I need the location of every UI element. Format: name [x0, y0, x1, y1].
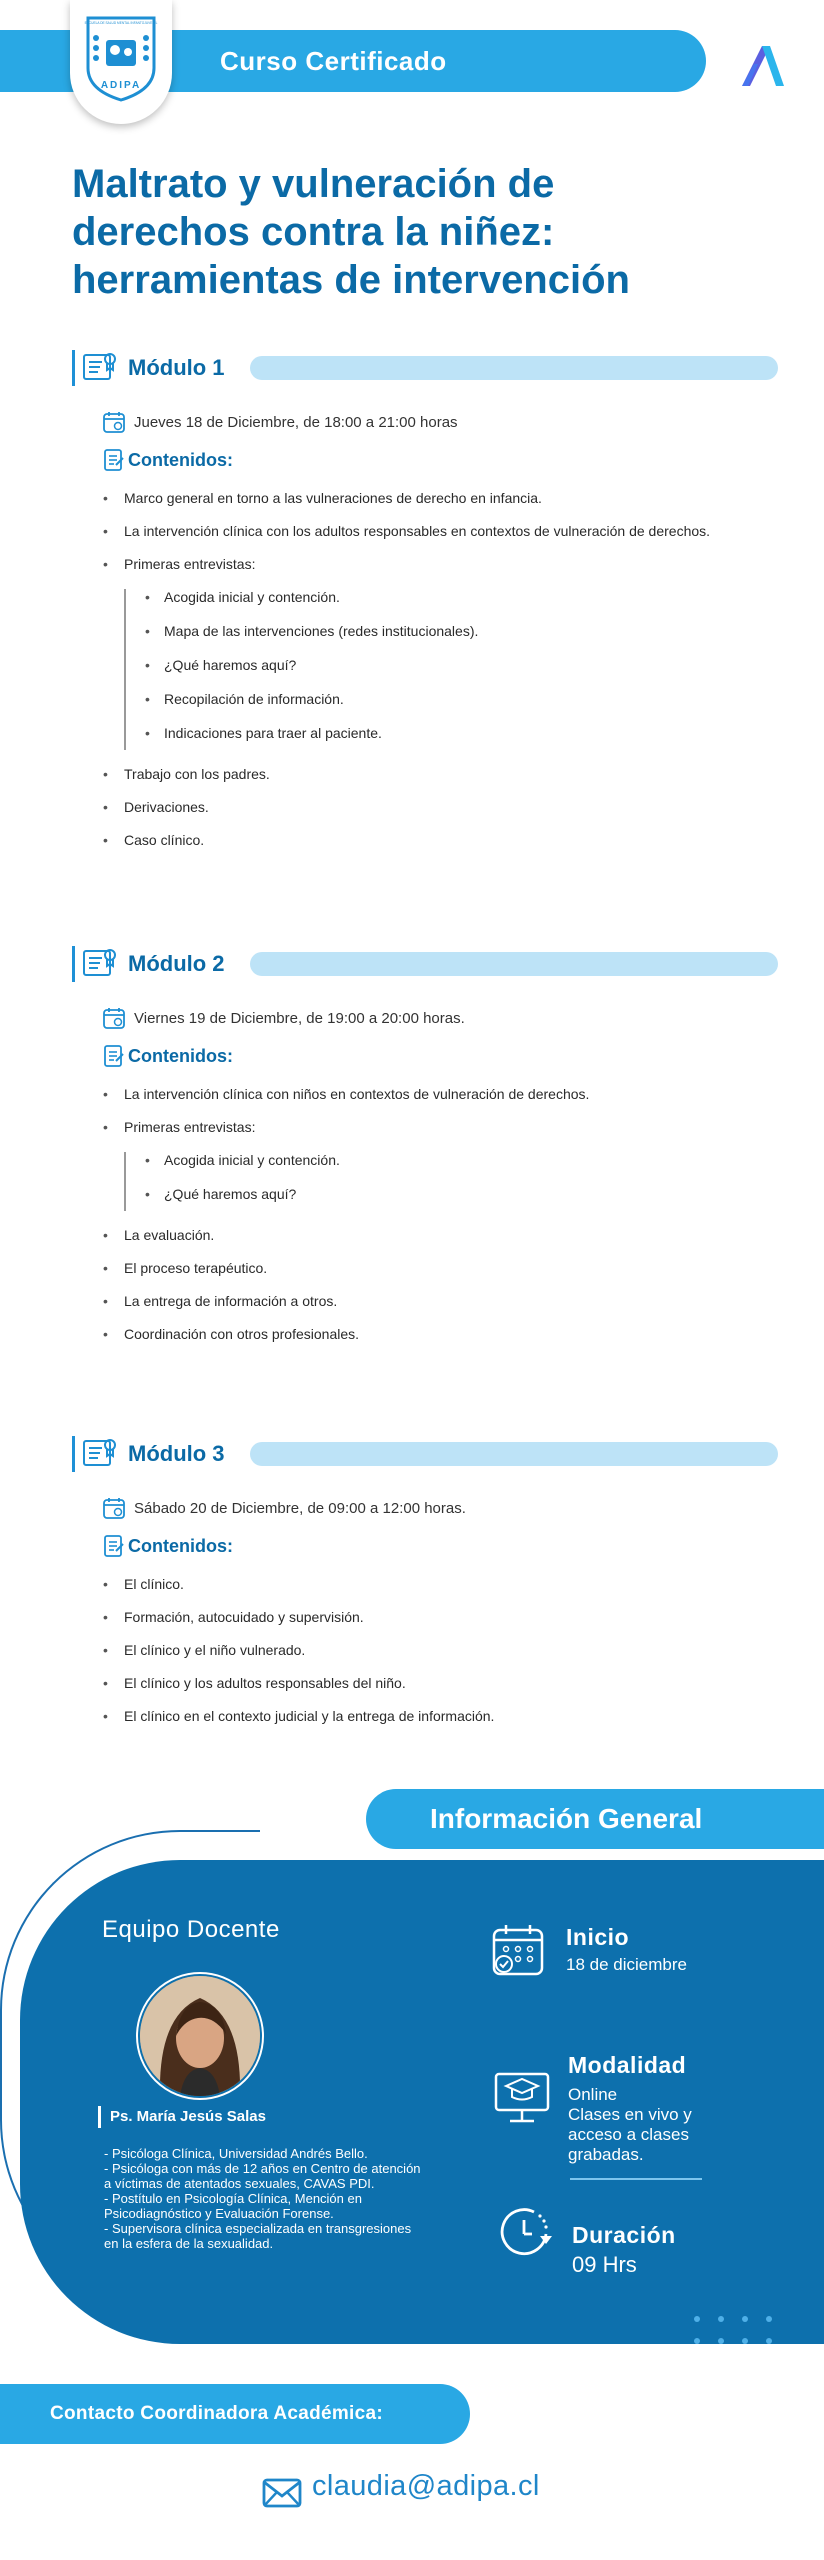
decorative-dots: [690, 2312, 780, 2352]
contact-email[interactable]: claudia@adipa.cl: [312, 2470, 540, 2502]
contents-heading: [102, 1532, 772, 1560]
sub-list-item: • Mapa de las intervenciones (redes institucionales).: [130, 623, 772, 640]
contents-list: [72, 490, 772, 573]
list-item: • Primeras entrevistas:: [72, 556, 762, 573]
contents-list: [72, 1086, 772, 1136]
mode-value-detail: Clases en vivo y acceso a clases grabadas.: [568, 2105, 692, 2164]
contact-label: Contacto Coordinadora Académica:: [50, 2403, 383, 2424]
logo-top-text: ESCUELA DE SALUD MENTAL INFANTOJUVENIL: [84, 21, 158, 25]
module-accent: [72, 946, 75, 982]
team-title: Equipo Docente: [102, 1916, 280, 1943]
sub-list-item: • ¿Qué haremos aquí?: [130, 657, 772, 674]
list-item: • El clínico y el niño vulnerado.: [72, 1642, 762, 1659]
contents-list: [72, 1576, 772, 1725]
teacher-name: Ps. María Jesús Salas: [110, 2108, 266, 2125]
list-item: • El clínico.: [72, 1576, 762, 1593]
module-date: [102, 1006, 772, 1032]
calendar-icon: [102, 1006, 126, 1030]
contents-label: Contenidos:: [128, 450, 233, 470]
sub-list: [124, 589, 772, 750]
document-icon: [102, 1534, 126, 1558]
certificate-icon: [82, 946, 118, 982]
list-item: • La entrega de información a otros.: [72, 1293, 762, 1310]
certificate-icon: [82, 1436, 118, 1472]
duration-info: [572, 2222, 676, 2279]
module-accent: [72, 350, 75, 386]
start-info: [566, 1924, 687, 1975]
sub-list-item: • Acogida inicial y contención.: [130, 1152, 772, 1169]
duration-value: 09 Hrs: [572, 2252, 637, 2277]
brand-mark-icon: [736, 38, 788, 94]
list-item: • Derivaciones.: [72, 799, 762, 816]
sub-list-item: • Indicaciones para traer al paciente.: [130, 725, 772, 750]
teacher-name-accent: [98, 2106, 101, 2128]
list-item: • El proceso terapéutico.: [72, 1260, 762, 1277]
module-date: [102, 410, 772, 436]
mail-icon: [262, 2478, 302, 2508]
contents-heading: [102, 446, 772, 474]
start-label: Inicio: [566, 1924, 630, 1950]
module-title: Módulo 3: [128, 1441, 225, 1466]
module-date: [102, 1496, 772, 1522]
logo-bottom-text: ADIPA: [100, 80, 142, 91]
avatar: [140, 1976, 260, 2096]
cv-line: - Supervisora clínica especializada en transgresiones en la esfera de la sexualidad.: [104, 2221, 412, 2251]
list-item: • Trabajo con los padres.: [72, 766, 762, 783]
document-icon: [102, 1044, 126, 1068]
course-title: Maltrato y vulneración de derechos contra la niñez: herramientas de intervención: [72, 162, 630, 302]
module-header: [72, 1434, 772, 1474]
header-title: Curso Certificado: [220, 46, 447, 76]
divider: [570, 2178, 702, 2180]
calendar-icon: [102, 410, 126, 434]
sub-list-item: • ¿Qué haremos aquí?: [130, 1186, 772, 1211]
mode-label: Modalidad: [568, 2052, 687, 2078]
sub-list: [124, 1152, 772, 1211]
module-title-bar: [250, 1442, 778, 1466]
list-item: • La intervención clínica con los adultos responsables en contextos de vulneración de derechos.: [72, 523, 732, 540]
cv-line: - Postítulo en Psicología Clínica, Mención en Psicodiagnóstico y Evaluación Forense.: [104, 2191, 362, 2221]
contents-heading: [102, 1042, 772, 1070]
clock-icon: [494, 2200, 556, 2262]
module-title-bar: [250, 356, 778, 380]
mode-value-online: Online: [568, 2085, 618, 2104]
list-item: • La evaluación.: [72, 1227, 762, 1244]
list-item: • Formación, autocuidado y supervisión.: [72, 1609, 762, 1626]
list-item: • Marco general en torno a las vulneraciones de derecho en infancia.: [72, 490, 762, 507]
certificate-icon: [82, 350, 118, 386]
module-title: Módulo 1: [128, 355, 225, 380]
info-title: Información General: [430, 1803, 703, 1834]
module-header: [72, 348, 772, 388]
contents-label: Contenidos:: [128, 1536, 233, 1556]
module-2-section: [72, 944, 772, 1343]
start-value: 18 de diciembre: [566, 1955, 687, 1974]
module-3-section: [72, 1434, 772, 1725]
calendar-icon: [102, 1496, 126, 1520]
cv-line: - Psicóloga con más de 12 años en Centro de atención a víctimas de atentados sexuales, CAVAS PDI.: [104, 2161, 421, 2191]
module-1-section: [72, 348, 772, 849]
mode-info: [568, 2052, 708, 2165]
adipa-logo: [84, 8, 158, 104]
teacher-cv: [104, 2146, 424, 2251]
module-title: Módulo 2: [128, 951, 225, 976]
document-icon: [102, 448, 126, 472]
duration-label: Duración: [572, 2222, 676, 2248]
module-accent: [72, 1436, 75, 1472]
contents-list-continued: [72, 1227, 772, 1343]
calendar-icon: [490, 1922, 548, 1980]
module-header: [72, 944, 772, 984]
teacher-photo: [140, 1976, 260, 2096]
module-date-text: Viernes 19 de Diciembre, de 19:00 a 20:00 horas.: [134, 1010, 465, 1027]
list-item: • La intervención clínica con niños en contextos de vulneración de derechos.: [72, 1086, 762, 1103]
online-class-icon: [492, 2064, 552, 2126]
list-item: • El clínico y los adultos responsables del niño.: [72, 1675, 762, 1692]
list-item: • Coordinación con otros profesionales.: [72, 1326, 762, 1343]
module-title-bar: [250, 952, 778, 976]
contents-label: Contenidos:: [128, 1046, 233, 1066]
list-item: • Caso clínico.: [72, 832, 762, 849]
list-item: • El clínico en el contexto judicial y la entrega de información.: [72, 1708, 762, 1725]
cv-line: - Psicóloga Clínica, Universidad Andrés Bello.: [104, 2146, 368, 2161]
sub-list-item: • Acogida inicial y contención.: [130, 589, 772, 606]
module-date-text: Sábado 20 de Diciembre, de 09:00 a 12:00 horas.: [134, 1500, 466, 1517]
list-item: • Primeras entrevistas:: [72, 1119, 762, 1136]
contents-list-continued: [72, 766, 772, 849]
sub-list-item: • Recopilación de información.: [130, 691, 772, 708]
module-date-text: Jueves 18 de Diciembre, de 18:00 a 21:00 horas: [134, 414, 458, 431]
